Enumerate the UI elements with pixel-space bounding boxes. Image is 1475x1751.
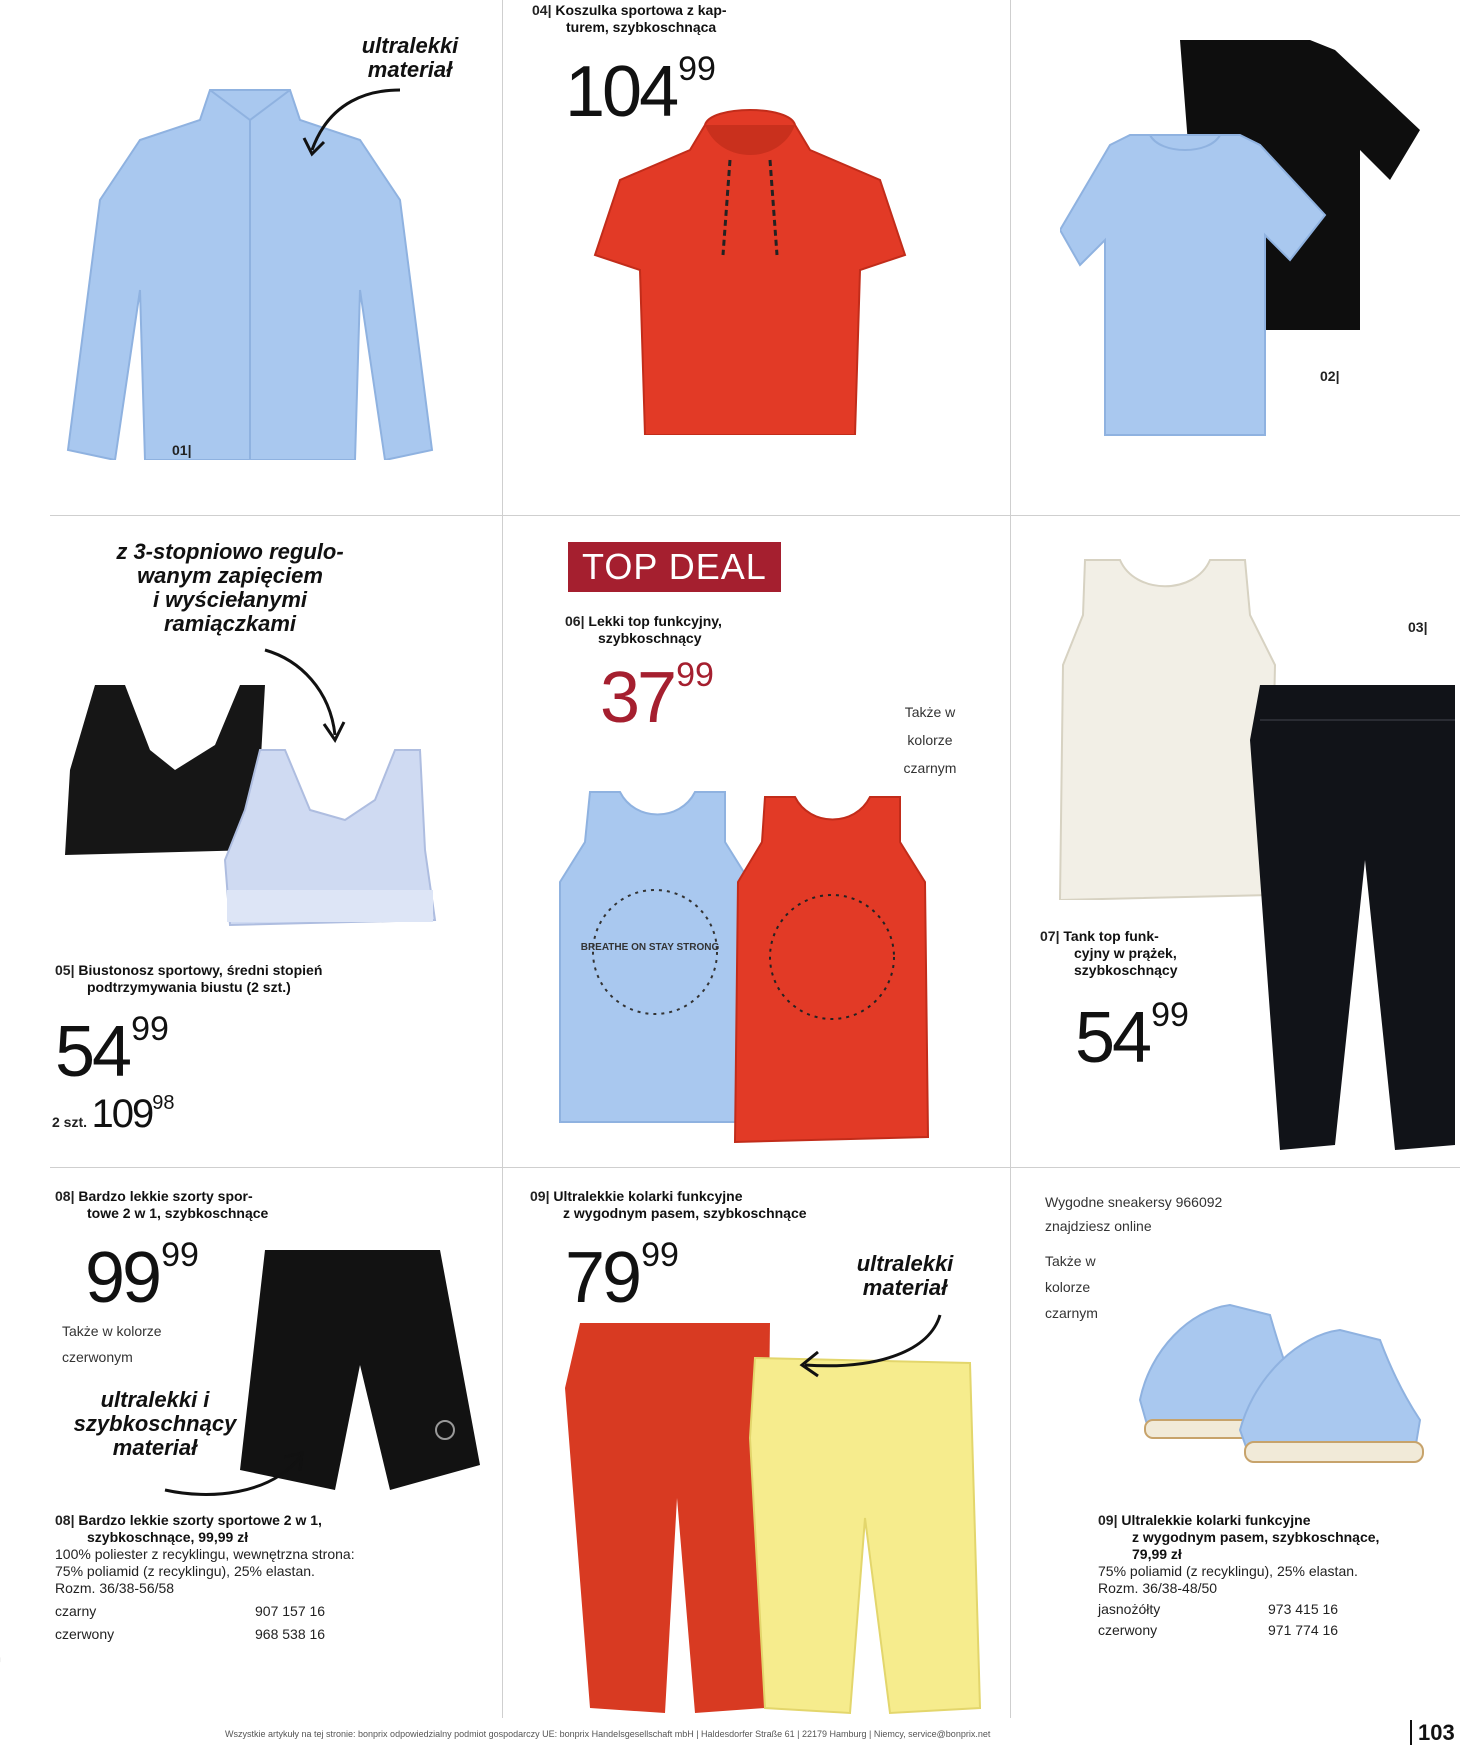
- callout-bra-line4: ramiączkami: [163, 611, 297, 636]
- product-06-color-note: Także w kolorze czarnym: [903, 704, 957, 776]
- details-leggings-variant-row: [1098, 1622, 1458, 1639]
- product-04: [532, 2, 812, 36]
- product-09: [530, 1188, 860, 1222]
- details-shorts-variant-row: [55, 1603, 475, 1620]
- product-06-title-line1: Lekki top funkcyjny,: [588, 613, 722, 629]
- product-02-tees-image: [1060, 30, 1440, 440]
- product-07-price-main: 54: [1075, 998, 1150, 1078]
- callout-leggings: [840, 1252, 970, 1300]
- callout-shorts-line2: szybkoschnący: [73, 1411, 237, 1436]
- page-number: [1410, 1720, 1455, 1746]
- footer-legal: Wszystkie artykuły na tej stronie: bonprix odpowiedzialny podmiot gospodarczy UE: bonprix Handelsgesellschaft mbH | Haldesdorfer Straße 61 | 22179 Hamburg | Niemcy, service@bonprix.net: [225, 1729, 991, 1739]
- product-07-title-line1: Tank top funk-: [1063, 928, 1159, 944]
- callout-jacket-arrow-icon: [300, 80, 410, 160]
- details-leggings-title-line1: Ultralekkie kolarki funkcyjne: [1121, 1512, 1311, 1528]
- details-shorts: [55, 1512, 475, 1643]
- product-07-tank-image: [1055, 555, 1280, 900]
- details-shorts-variant-number: 968 538 16: [255, 1626, 326, 1642]
- product-04-code: 04|: [532, 2, 552, 18]
- sneakers-color-note: Także w kolorze czarnym: [1045, 1253, 1098, 1321]
- grid-horizontal-line-1: [50, 515, 1460, 516]
- product-08-code: 08|: [55, 1188, 75, 1204]
- sneakers-image: [1130, 1280, 1430, 1470]
- details-shorts-code: 08|: [55, 1512, 75, 1528]
- details-shorts-variant-color: czarny: [55, 1603, 97, 1619]
- product-08-title-line2: towe 2 w 1, szybkoschnące: [87, 1205, 269, 1221]
- product-08-price-cents: 99: [161, 1236, 199, 1274]
- product-03-leggings-image: [1250, 680, 1465, 1152]
- details-leggings-code: 09|: [1098, 1512, 1118, 1528]
- product-09-title-line2: z wygodnym pasem, szybkoschnące: [563, 1205, 807, 1221]
- side-code: [0, 1625, 1, 1693]
- product-08-color-note: Także w kolorze czerwonym: [62, 1323, 162, 1365]
- product-06: [565, 613, 825, 647]
- sneakers-info: [1045, 1190, 1285, 1238]
- details-shorts-sizes: Rozm. 36/38-56/58: [55, 1580, 175, 1596]
- product-07-title-line3: szybkoschnący: [1074, 962, 1178, 978]
- product-05-multi-main: 109: [91, 1092, 153, 1136]
- callout-jacket: [340, 34, 480, 82]
- details-leggings-variant-number: 973 415 16: [1268, 1601, 1339, 1617]
- callout-shorts-arrow-icon: [160, 1445, 310, 1505]
- product-07-price-cents: 99: [1151, 996, 1189, 1034]
- top-deal-badge: TOP DEAL: [568, 542, 781, 592]
- product-05-multi-cents: 98: [152, 1092, 175, 1114]
- product-07-price: [1075, 996, 1189, 1078]
- callout-leggings-line1: ultralekki: [856, 1251, 954, 1276]
- details-shorts-variant-color: czerwony: [55, 1626, 115, 1642]
- product-04-title-line2: turem, szybkoschnąca: [566, 19, 717, 35]
- callout-leggings-line2: materiał: [862, 1275, 948, 1300]
- product-06-price: [600, 656, 714, 738]
- product-08: [55, 1188, 385, 1222]
- product-05-title-line1: Biustonosz sportowy, średni stopień: [78, 962, 323, 978]
- callout-jacket-line1: ultralekki: [361, 33, 459, 58]
- product-08-price: [85, 1236, 199, 1318]
- callout-leggings-arrow-icon: [790, 1310, 950, 1380]
- product-01-code: 01|: [172, 442, 192, 458]
- product-04-hoodie-image: [590, 105, 910, 435]
- product-02-code: 02|: [1320, 368, 1340, 384]
- product-08-title-line1: Bardzo lekkie szorty spor-: [78, 1188, 253, 1204]
- callout-shorts-line3: materiał: [112, 1435, 198, 1460]
- product-07-code: 07|: [1040, 928, 1060, 944]
- details-leggings-variant-number: 971 774 16: [1268, 1622, 1339, 1638]
- product-09-price: [565, 1236, 679, 1318]
- product-05-multi-price: [52, 1092, 174, 1137]
- product-06-price-main: 37: [600, 658, 675, 738]
- callout-jacket-line2: materiał: [367, 57, 453, 82]
- details-shorts-title-line2: szybkoschnące, 99,99 zł: [87, 1529, 249, 1545]
- product-09-title-line1: Ultralekkie kolarki funkcyjne: [553, 1188, 743, 1204]
- grid-vertical-line-1: [502, 0, 503, 1718]
- callout-bra-line1: z 3-stopniowo regulo-: [116, 539, 344, 564]
- product-06-price-cents: 99: [676, 656, 714, 694]
- product-06-tanks-image: [550, 782, 970, 1154]
- product-04-title-line1: Koszulka sportowa z kap-: [555, 2, 727, 18]
- product-09-price-main: 79: [565, 1238, 640, 1318]
- details-shorts-title-line1: Bardzo lekkie szorty sportowe 2 w 1,: [78, 1512, 322, 1528]
- grid-vertical-line-2: [1010, 0, 1011, 1718]
- product-04-price-main: 104: [565, 52, 677, 132]
- product-09-code: 09|: [530, 1188, 550, 1204]
- product-05-bras-image: [55, 680, 445, 930]
- callout-shorts-line1: ultralekki i: [100, 1387, 210, 1412]
- callout-bra-line2: wanym zapięciem: [137, 563, 323, 588]
- grid-horizontal-line-2: [50, 1167, 1460, 1168]
- product-07: [1040, 928, 1220, 979]
- details-shorts-desc1: 100% poliester z recyklingu, wewnętrzna strona:: [55, 1546, 355, 1562]
- product-05: [55, 962, 455, 996]
- details-leggings-title-line2: z wygodnym pasem, szybkoschnące,: [1132, 1529, 1380, 1545]
- product-08-price-main: 99: [85, 1238, 160, 1318]
- product-04-price-cents: 99: [678, 50, 716, 88]
- details-shorts-desc2: 75% poliamid (z recyklingu), 25% elastan.: [55, 1563, 315, 1579]
- product-06-code: 06|: [565, 613, 585, 629]
- details-leggings: [1098, 1512, 1458, 1639]
- product-07-title-line2: cyjny w prążek,: [1074, 945, 1177, 961]
- details-shorts-variant-row: [55, 1626, 475, 1643]
- product-05-title-line2: podtrzymywania biustu (2 szt.): [87, 979, 291, 995]
- details-leggings-sizes: Rozm. 36/38-48/50: [1098, 1580, 1218, 1596]
- product-09-price-cents: 99: [641, 1236, 679, 1274]
- page-number-value: 103: [1410, 1720, 1455, 1745]
- details-leggings-title-line3: 79,99 zł: [1132, 1546, 1182, 1562]
- details-leggings-desc1: 75% poliamid (z recyklingu), 25% elastan.: [1098, 1563, 1358, 1579]
- product-05-price-main: 54: [55, 1012, 130, 1092]
- callout-bra-line3: i wyściełanymi: [152, 587, 308, 612]
- product-03-code: 03|: [1408, 619, 1428, 635]
- product-05-code: 05|: [55, 962, 75, 978]
- sneakers-line2: znajdziesz online: [1045, 1218, 1152, 1234]
- details-leggings-variant-color: jasnożółty: [1098, 1601, 1161, 1617]
- details-leggings-variant-color: czerwony: [1098, 1622, 1158, 1638]
- product-05-price: [55, 1010, 169, 1092]
- details-shorts-variant-number: 907 157 16: [255, 1603, 326, 1619]
- product-06-print-text: BREATHE ON STAY STRONG: [580, 942, 720, 953]
- product-05-price-cents: 99: [131, 1010, 169, 1048]
- product-05-multi-label: 2 szt.: [52, 1114, 88, 1130]
- callout-bra: [100, 540, 360, 636]
- details-leggings-variant-row: [1098, 1601, 1458, 1618]
- sneakers-line1: Wygodne sneakersy 966092: [1045, 1194, 1223, 1210]
- product-06-title-line2: szybkoschnący: [598, 630, 702, 646]
